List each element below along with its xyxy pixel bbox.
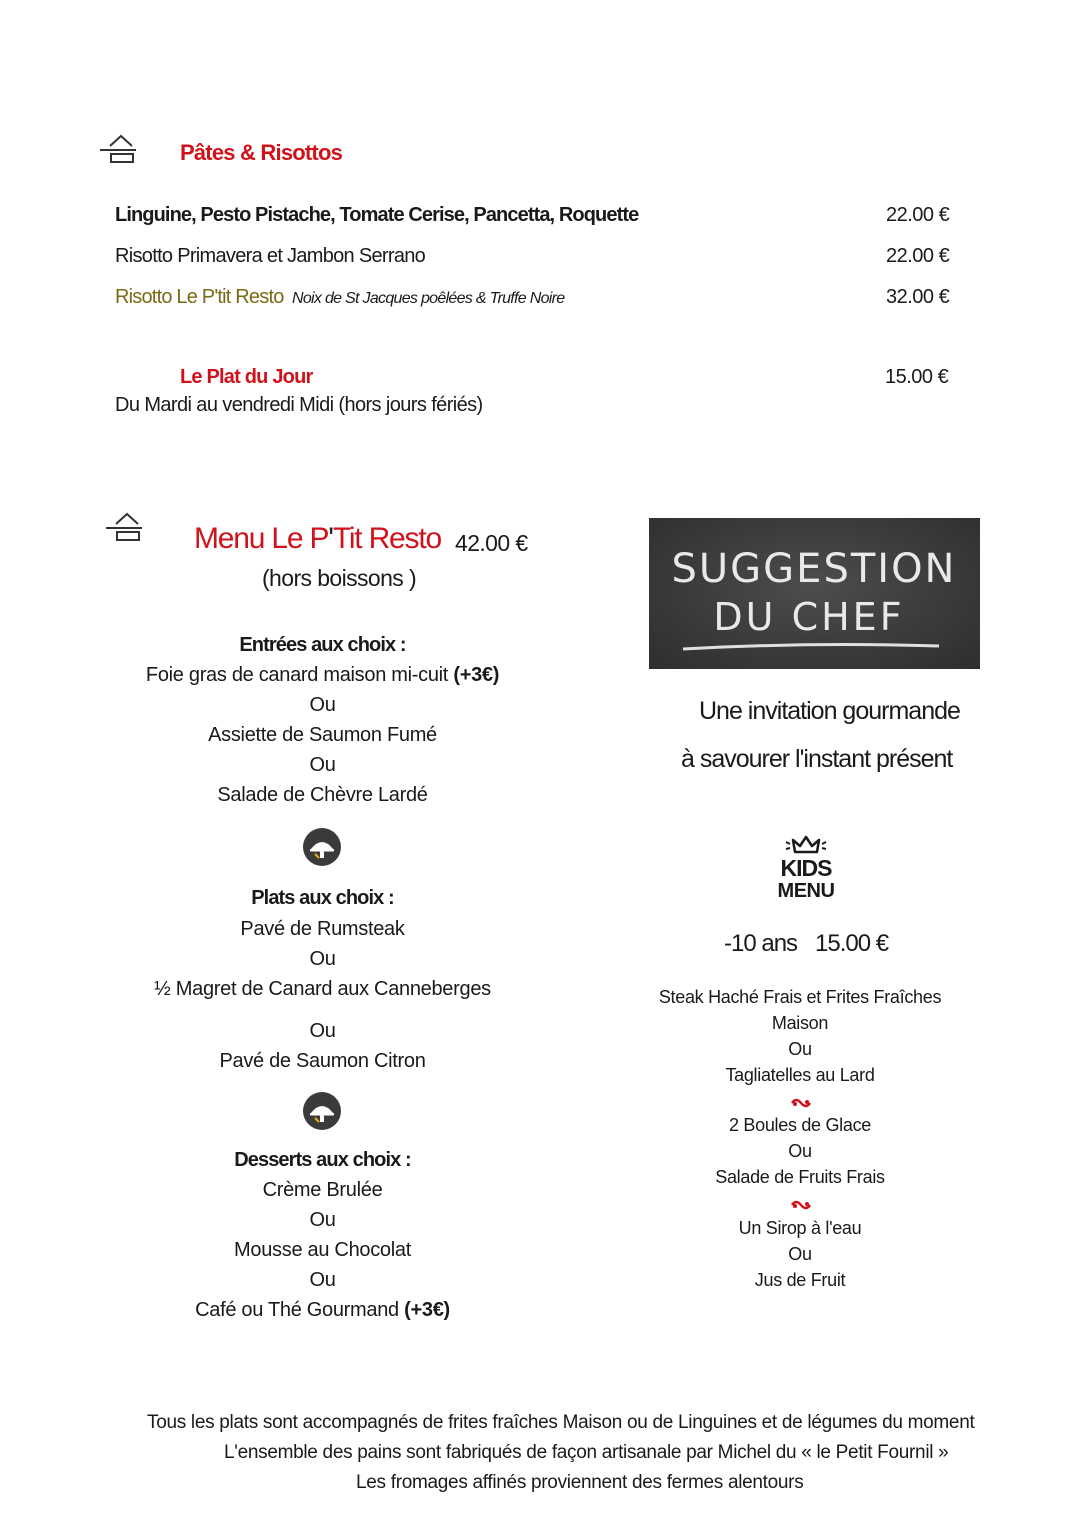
footer-line-2: L'ensemble des pains sont fabriqués de façon artisanale par Michel du « le Petit Fournil » [224,1442,949,1463]
swirl-icon [790,1097,812,1109]
entree-or: Ou [309,694,336,716]
cloche-icon [302,1091,342,1131]
plat-or: Ou [309,1020,336,1042]
swirl-icon [790,1199,812,1211]
dessert-item: Crème Brulée [262,1179,383,1201]
footer-line-3: Les fromages affinés proviennent des fermes alentours [356,1472,804,1493]
supplement: (+3€) [404,1299,450,1321]
plat-du-jour-note: Du Mardi au vendredi Midi (hors jours fériés) [115,394,483,416]
desserts-title: Desserts aux choix : [234,1149,411,1171]
kids-item: Maison [771,1013,829,1033]
entree-item: Salade de Chèvre Lardé [217,784,428,806]
suggestion-text-2: à savourer l'instant présent [681,745,953,773]
menu-item-risotto-ptit-resto: Risotto Le P'tit Resto [115,286,284,308]
plat-du-jour-price: 15.00 € [885,366,949,388]
plat-du-jour-title: Le Plat du Jour [180,366,313,388]
supplement: (+3€) [453,664,500,686]
kids-courses [640,0,960,1527]
plat-item: ½ Magret de Canard aux Canneberges [154,978,491,1000]
kids-price: 15.00 € [815,930,889,957]
menu-item-risotto-primavera: Risotto Primavera et Jambon Serrano [115,245,426,267]
menu-title: Menu Le P'Tit Resto [194,522,441,555]
menu-courses [120,0,525,1527]
price-linguine: 22.00 € [886,204,950,226]
chalkboard-line2: DU CHEF [713,595,905,639]
kids-logo-line2: MENU [777,880,835,902]
plat-or: Ou [309,948,336,970]
entree-item: Assiette de Saumon Fumé [208,724,437,746]
footer-line-1: Tous les plats sont accompagnés de frites fraîches Maison ou de Linguines et de légumes du moment [147,1412,975,1433]
menu-price: 42.00 € [455,530,528,556]
kids-or: Ou [788,1039,812,1059]
kids-or: Ou [788,1244,812,1264]
kids-item: Steak Haché Frais et Frites Fraîches [658,987,942,1007]
plat-item: Pavé de Saumon Citron [219,1050,426,1072]
dessert-item: Café ou Thé Gourmand (+3€) [195,1299,450,1321]
kids-item: Tagliatelles au Lard [725,1065,875,1085]
entrees-title: Entrées aux choix : [239,634,406,656]
price-risotto-ptit-resto: 32.00 € [886,286,950,308]
menu-item-linguine: Linguine, Pesto Pistache, Tomate Cerise, Pancetta, Roquette [115,204,639,226]
kids-logo-line1: KIDS [780,855,832,881]
entree-item: Foie gras de canard maison mi-cuit (+3€) [145,664,500,686]
kids-item: Un Sirop à l'eau [738,1218,862,1238]
kids-item: Jus de Fruit [754,1270,846,1290]
dessert-or: Ou [309,1269,336,1291]
suggestion-text-1: Une invitation gourmande [699,697,960,725]
dessert-or: Ou [309,1209,336,1231]
plats-title: Plats aux choix : [251,887,394,909]
kids-or: Ou [788,1141,812,1161]
kids-item: Salade de Fruits Frais [715,1167,885,1187]
menu-item-risotto-detail: Noix de St Jacques poêlées & Truffe Noire [291,290,565,307]
chalkboard-line1: SUGGESTION [671,546,957,592]
menu-subtitle: (hors boissons ) [262,565,417,591]
cloche-icon [302,827,342,867]
plat-item: Pavé de Rumsteak [240,918,405,940]
entree-or: Ou [309,754,336,776]
price-risotto-primavera: 22.00 € [886,245,950,267]
kids-age: -10 ans [724,930,798,957]
dessert-item: Mousse au Chocolat [234,1239,411,1261]
section-title-pates: Pâtes & Risottos [180,140,343,165]
kids-item: 2 Boules de Glace [729,1115,871,1135]
